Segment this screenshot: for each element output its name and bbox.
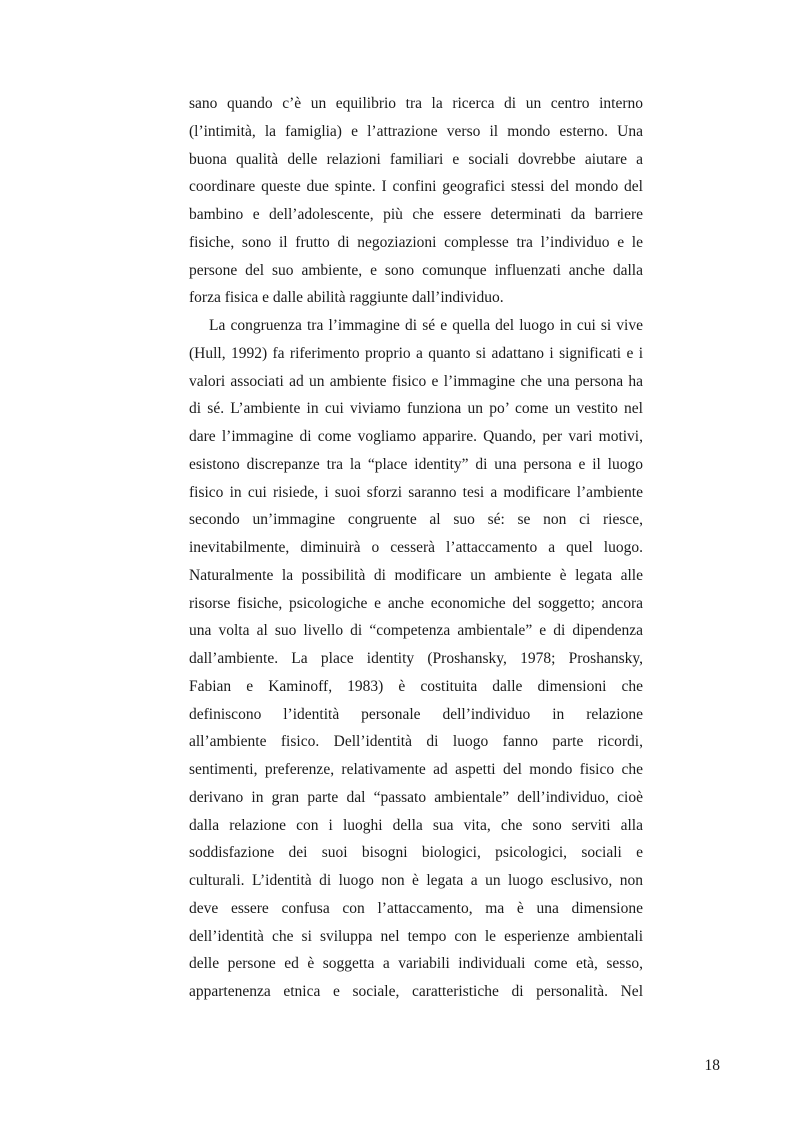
body-text	[189, 90, 643, 1006]
text-line: fisico in cui risiede, i suoi sforzi saranno tesi a modificare l’ambiente	[189, 483, 643, 501]
text-line: valori associati ad un ambiente fisico e l’immagine che una persona ha	[189, 372, 643, 390]
text-line: forza fisica e dalle abilità raggiunte dall’individuo.	[189, 289, 504, 307]
page-number: 18	[704, 1057, 720, 1074]
text-line: (Hull, 1992) fa riferimento proprio a quanto si adattano i significati e i	[189, 344, 643, 362]
text-line: esistono discrepanze tra la “place identity” di una persona e il luogo	[189, 455, 643, 473]
text-line: dalla relazione con i luoghi della sua vita, che sono serviti alla	[189, 816, 643, 834]
text-line: definiscono l’identità personale dell’individuo in relazione	[189, 705, 643, 723]
text-line: delle persone ed è soggetta a variabili individuali come età, sesso,	[189, 955, 643, 973]
text-line: appartenenza etnica e sociale, caratteristiche di personalità. Nel	[189, 983, 643, 1000]
text-line: buona qualità delle relazioni familiari e sociali dovrebbe aiutare a	[189, 150, 643, 168]
text-line: fisiche, sono il frutto di negoziazioni complesse tra l’individuo e le	[189, 233, 643, 251]
text-line: sentimenti, preferenze, relativamente ad aspetti del mondo fisico che	[189, 761, 643, 778]
text-line: dare l’immagine di come vogliamo apparire. Quando, per vari motivi,	[189, 428, 643, 445]
text-line: inevitabilmente, diminuirà o cesserà l’attaccamento a quel luogo.	[189, 539, 643, 556]
paragraph-first-line: La congruenza tra l’immagine di sé e quella del luogo in cui si vive	[209, 317, 643, 334]
text-line: culturali. L’identità di luogo non è legata a un luogo esclusivo, non	[189, 872, 643, 889]
text-line: sano quando c’è un equilibrio tra la ricerca di un centro interno	[189, 95, 643, 112]
text-line: persone del suo ambiente, e sono comunque influenzati anche dalla	[189, 261, 643, 279]
text-line: dell’identità che si sviluppa nel tempo con le esperienze ambientali	[189, 927, 643, 945]
text-line: soddisfazione dei suoi bisogni biologici, psicologici, sociali e	[189, 844, 643, 862]
text-line: bambino e dell’adolescente, più che essere determinati da barriere	[189, 206, 643, 223]
text-line: dall’ambiente. La place identity (Proshansky, 1978; Proshansky,	[189, 650, 643, 667]
text-line: deve essere confusa con l’attaccamento, ma è una dimensione	[189, 899, 643, 917]
text-line: Fabian e Kaminoff, 1983) è costituita dalle dimensioni che	[189, 677, 643, 695]
text-line: (l’intimità, la famiglia) e l’attrazione verso il mondo esterno. Una	[189, 122, 643, 140]
text-line: derivano in gran parte dal “passato ambientale” dell’individuo, cioè	[189, 788, 643, 806]
text-line: risorse fisiche, psicologiche e anche economiche del soggetto; ancora	[189, 594, 643, 612]
text-line: secondo un’immagine congruente al suo sé: se non ci riesce,	[189, 511, 643, 529]
text-line: Naturalmente la possibilità di modificare un ambiente è legata alle	[189, 566, 643, 584]
text-line: coordinare queste due spinte. I confini geografici stessi del mondo del	[189, 178, 643, 196]
text-line: all’ambiente fisico. Dell’identità di luogo fanno parte ricordi,	[189, 733, 643, 751]
text-line: una volta al suo livello di “competenza ambientale” e di dipendenza	[189, 622, 643, 640]
text-line: di sé. L’ambiente in cui viviamo funziona un po’ come un vestito nel	[189, 400, 643, 418]
